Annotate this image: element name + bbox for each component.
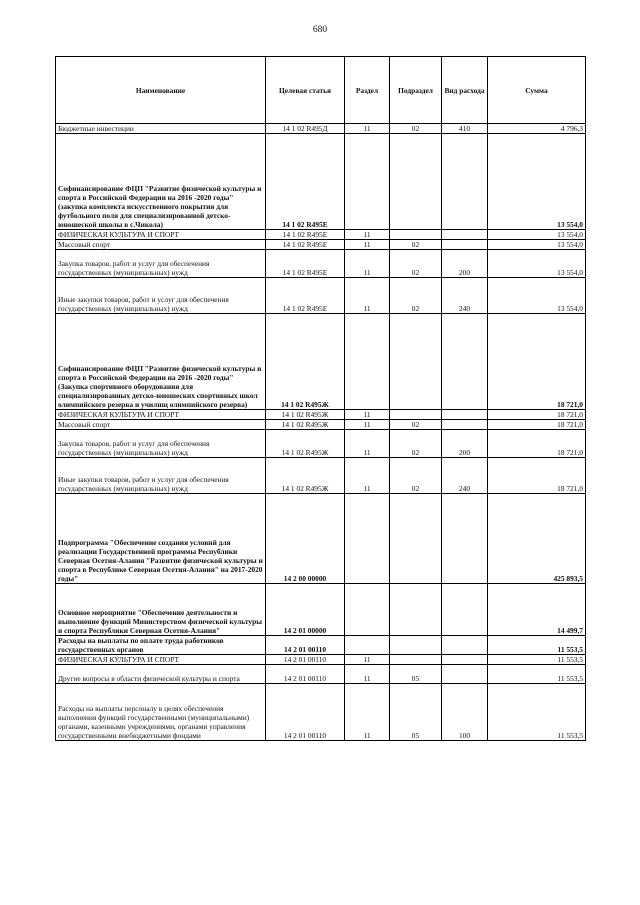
row-sum: 14 499,7: [488, 584, 586, 636]
row-expense-type: [442, 655, 488, 665]
page-number: 680: [312, 25, 328, 35]
row-section: 11: [345, 230, 390, 240]
row-expense-type: 410: [442, 124, 488, 134]
row-name: Иные закупки товаров, работ и услуг для обеспечения государственных (муниципальных) нужд: [56, 278, 266, 314]
row-sum: 18 721,0: [488, 410, 586, 420]
row-sum: 11 553,5: [488, 655, 586, 665]
row-code: 14 1 02 R495Ж: [266, 458, 345, 494]
row-expense-type: 240: [442, 458, 488, 494]
row-section: [345, 134, 390, 230]
row-code: 14 1 02 R495Д: [266, 124, 345, 134]
row-code: 14 1 02 R495Е: [266, 278, 345, 314]
row-sum: 18 721,0: [488, 314, 586, 410]
row-name: Массовый спорт: [56, 420, 266, 430]
row-name: Софинансирование ФЦП "Развитие физической культуры и спорта в Российской Федерации на 2016 -2020 годы" (закупка комплекта искусственного покрытия для футбольного поля для специализированной детско-юношеской школы в с.Чикола): [56, 134, 266, 230]
header-expense-type: Вид расхода: [442, 57, 488, 124]
row-expense-type: 200: [442, 250, 488, 278]
row-code: 14 1 02 R495Ж: [266, 410, 345, 420]
table-row: [56, 134, 586, 230]
row-section: 11: [345, 250, 390, 278]
row-name: Закупка товаров, работ и услуг для обеспечения государственных (муниципальных) нужд: [56, 430, 266, 458]
row-subsection: 05: [390, 665, 442, 684]
table-row: [56, 410, 586, 420]
row-name: Закупка товаров, работ и услуг для обеспечения государственных (муниципальных) нужд: [56, 250, 266, 278]
table-row: [56, 458, 586, 494]
row-code: 14 1 02 R495Е: [266, 250, 345, 278]
header-code: Целевая статья: [266, 57, 345, 124]
row-code: 14 2 01 00110: [266, 665, 345, 684]
row-expense-type: [442, 230, 488, 240]
row-expense-type: [442, 134, 488, 230]
row-expense-type: [442, 314, 488, 410]
row-expense-type: [442, 240, 488, 250]
table-row: [56, 250, 586, 278]
row-expense-type: [442, 420, 488, 430]
row-sum: 13 554,0: [488, 230, 586, 240]
header-section: Раздел: [345, 57, 390, 124]
row-name: Иные закупки товаров, работ и услуг для обеспечения государственных (муниципальных) нужд: [56, 458, 266, 494]
row-sum: 11 553,5: [488, 636, 586, 655]
row-section: 11: [345, 124, 390, 134]
row-name: Расходы на выплаты по оплате труда работников государственных органов: [56, 636, 266, 655]
table-row: [56, 584, 586, 636]
row-subsection: [390, 655, 442, 665]
row-sum: 13 554,0: [488, 250, 586, 278]
row-name: ФИЗИЧЕСКАЯ КУЛЬТУРА И СПОРТ: [56, 230, 266, 240]
row-sum: 18 721,0: [488, 430, 586, 458]
row-expense-type: [442, 494, 488, 584]
table-row: [56, 430, 586, 458]
row-code: 14 1 02 R495Ж: [266, 314, 345, 410]
row-subsection: [390, 410, 442, 420]
row-expense-type: 240: [442, 278, 488, 314]
table-row: [56, 124, 586, 134]
row-subsection: 02: [390, 430, 442, 458]
row-sum: 13 554,0: [488, 278, 586, 314]
row-subsection: 02: [390, 250, 442, 278]
row-section: 11: [345, 410, 390, 420]
row-name: Основное мероприятие "Обеспечение деятельности и выполнение функций Министерством физической культуры и спорта Республики Северная Осетия-Алания": [56, 584, 266, 636]
table-row: [56, 494, 586, 584]
row-subsection: [390, 584, 442, 636]
row-expense-type: [442, 410, 488, 420]
row-name: Расходы на выплаты персоналу в целях обеспечения выполнения функций государственными (муниципальными) органами, казенными учреждениями, органами управления государственными внебюджетными фондами: [56, 684, 266, 741]
row-name: ФИЗИЧЕСКАЯ КУЛЬТУРА И СПОРТ: [56, 410, 266, 420]
table-row: [56, 420, 586, 430]
row-subsection: [390, 134, 442, 230]
row-sum: 13 554,0: [488, 134, 586, 230]
row-sum: 11 553,5: [488, 684, 586, 741]
budget-table: [55, 56, 586, 741]
row-expense-type: [442, 636, 488, 655]
header-sum: Сумма: [488, 57, 586, 124]
row-section: [345, 636, 390, 655]
row-subsection: [390, 230, 442, 240]
row-section: [345, 584, 390, 636]
row-section: 11: [345, 458, 390, 494]
row-code: 14 1 02 R495Е: [266, 230, 345, 240]
row-section: 11: [345, 655, 390, 665]
row-section: 11: [345, 684, 390, 741]
row-sum: 425 893,5: [488, 494, 586, 584]
row-subsection: 02: [390, 240, 442, 250]
row-subsection: [390, 636, 442, 655]
row-section: [345, 314, 390, 410]
row-code: 14 2 00 00000: [266, 494, 345, 584]
row-section: 11: [345, 420, 390, 430]
row-name: Софинансирование ФЦП "Развитие физической культуры и спорта в Российской Федерации на 2016 -2020 годы" (Закупка спортивного оборудования для специализированных детско-юношеских спортивных школ олимпийского резерва и училищ олимпийского резерва): [56, 314, 266, 410]
row-section: 11: [345, 278, 390, 314]
row-code: 14 1 02 R495Е: [266, 134, 345, 230]
header-subsection: Подраздел: [390, 57, 442, 124]
row-code: 14 1 02 R495Ж: [266, 430, 345, 458]
row-name: Бюджетные инвестиции: [56, 124, 266, 134]
row-subsection: 05: [390, 684, 442, 741]
row-sum: 13 554,0: [488, 240, 586, 250]
row-sum: 11 553,5: [488, 665, 586, 684]
row-name: Подпрограмма "Обеспечение создания условий для реализации Государственной программы Республики Северная Осетия-Алания "Развитие физической культуры и спорта в Республике Северная Осетия-Алания" на 2017-2020 годы": [56, 494, 266, 584]
row-subsection: [390, 494, 442, 584]
row-section: 11: [345, 240, 390, 250]
row-expense-type: [442, 665, 488, 684]
row-subsection: [390, 314, 442, 410]
row-subsection: 02: [390, 278, 442, 314]
row-subsection: 02: [390, 458, 442, 494]
row-subsection: 02: [390, 420, 442, 430]
header-row: [56, 57, 586, 124]
row-expense-type: 200: [442, 430, 488, 458]
row-sum: 18 721,0: [488, 420, 586, 430]
table-row: [56, 684, 586, 741]
row-code: 14 2 01 00110: [266, 636, 345, 655]
row-subsection: 02: [390, 124, 442, 134]
row-name: Массовый спорт: [56, 240, 266, 250]
table-row: [56, 278, 586, 314]
table-row: [56, 636, 586, 655]
header-name: Наименование: [56, 57, 266, 124]
row-name: ФИЗИЧЕСКАЯ КУЛЬТУРА И СПОРТ: [56, 655, 266, 665]
row-section: 11: [345, 430, 390, 458]
row-code: 14 2 01 00110: [266, 655, 345, 665]
row-expense-type: 100: [442, 684, 488, 741]
row-section: 11: [345, 665, 390, 684]
row-code: 14 1 02 R495Е: [266, 240, 345, 250]
table-row: [56, 655, 586, 665]
table-row: [56, 230, 586, 240]
row-expense-type: [442, 584, 488, 636]
row-code: 14 2 01 00000: [266, 584, 345, 636]
table-row: [56, 314, 586, 410]
row-sum: 4 796,3: [488, 124, 586, 134]
row-section: [345, 494, 390, 584]
row-name: Другие вопросы в области физической культуры и спорта: [56, 665, 266, 684]
row-sum: 18 721,0: [488, 458, 586, 494]
table-row: [56, 665, 586, 684]
row-code: 14 2 01 00110: [266, 684, 345, 741]
table-row: [56, 240, 586, 250]
row-code: 14 1 02 R495Ж: [266, 420, 345, 430]
